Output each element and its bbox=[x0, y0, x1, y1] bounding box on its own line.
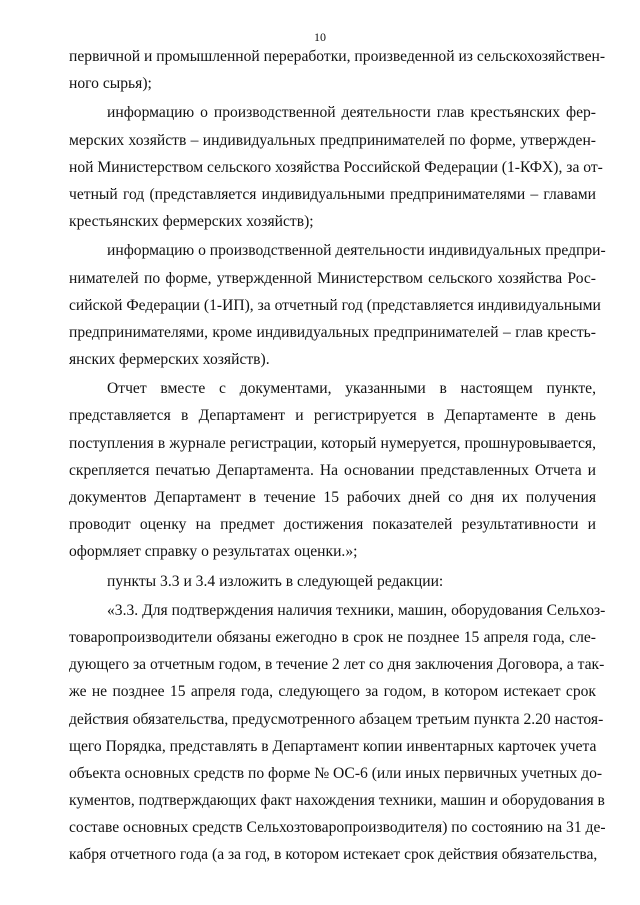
text-line: сийской Федерации (1-ИП), за отчетный год (представляется индивидуальными bbox=[69, 296, 601, 314]
document-body bbox=[69, 43, 606, 869]
text-line: оформляет справку о результатах оценки.»; bbox=[69, 543, 358, 561]
text-line: янских фермерских хозяйств). bbox=[69, 351, 270, 369]
text-line: поступления в журнале регистрации, который нумеруется, прошнуровывается, bbox=[69, 434, 596, 452]
text-line: предпринимателями, кроме индивидуальных предпринимателей – глав кресть- bbox=[69, 323, 596, 341]
text-line: четный год (представляется индивидуальными предпринимателями – главами bbox=[69, 185, 596, 203]
text-line: пункты 3.3 и 3.4 изложить в следующей редакции: bbox=[107, 572, 444, 590]
paragraph-amend-clauses bbox=[69, 568, 596, 595]
text-line: Отчет вместе с документами, указанными в настоящем пункте, bbox=[107, 380, 596, 398]
text-line: кументов, подтверждающих факт нахождения техники, машин и оборудования в bbox=[69, 792, 605, 810]
text-line: крестьянских фермерских хозяйств); bbox=[69, 213, 314, 231]
paragraph-clause-3-3 bbox=[69, 597, 606, 869]
paragraph-item-continuation bbox=[69, 43, 606, 97]
text-line: же не позднее 15 апреля года, следующего за годом, в котором истекает срок bbox=[69, 683, 596, 701]
text-line: проводит оценку на предмет достижения показателей результативности и bbox=[69, 516, 596, 534]
text-line: объекта основных средств по форме № ОС-6 (или иных первичных учетных до- bbox=[69, 764, 603, 782]
text-line: первичной и промышленной переработки, произведенной из сельскохозяйствен- bbox=[69, 48, 606, 65]
text-line: составе основных средств Сельхозтоваропроизводителя) по состоянию на 31 де- bbox=[69, 819, 606, 837]
page-number: 10 bbox=[314, 30, 326, 44]
text-line: информацию о производственной деятельности глав крестьянских фер- bbox=[107, 104, 596, 122]
text-line: ной Министерством сельского хозяйства Российской Федерации (1-КФХ), за от- bbox=[69, 158, 603, 176]
text-line: «3.3. Для подтверждения наличия техники, машин, оборудования Сельхоз- bbox=[107, 601, 606, 619]
text-line: информацию о производственной деятельности индивидуальных предпри- bbox=[107, 242, 606, 260]
paragraph-report-submission bbox=[69, 375, 596, 565]
text-line: действия обязательства, предусмотренного абзацем третьим пункта 2.20 настоя- bbox=[69, 710, 604, 728]
paragraph-item-1ip bbox=[69, 237, 606, 373]
text-line: представляется в Департамент и регистрируется в Департаменте в день bbox=[69, 407, 596, 425]
text-line: документов Департамент в течение 15 рабочих дней со дня их получения bbox=[69, 489, 596, 506]
text-line: ного сырья); bbox=[69, 75, 152, 93]
text-line: дующего за отчетным годом, в течение 2 лет со дня заключения Договора, а так- bbox=[69, 656, 605, 674]
text-line: кабря отчетного года (а за год, в котором истекает срок действия обязательства, bbox=[69, 846, 598, 864]
text-line: нимателей по форме, утвержденной Министерством сельского хозяйства Рос- bbox=[69, 269, 596, 287]
paragraph-item-1kfh bbox=[69, 99, 603, 235]
text-line: скрепляется печатью Департамента. На основании представленных Отчета и bbox=[69, 461, 596, 479]
text-line: щего Порядка, представлять в Департамент копии инвентарных карточек учета bbox=[69, 737, 597, 755]
text-line: товаропроизводители обязаны ежегодно в срок не позднее 15 апреля года, сле- bbox=[69, 628, 596, 646]
text-line: мерских хозяйств – индивидуальных предпринимателей по форме, утвержден- bbox=[69, 131, 596, 149]
